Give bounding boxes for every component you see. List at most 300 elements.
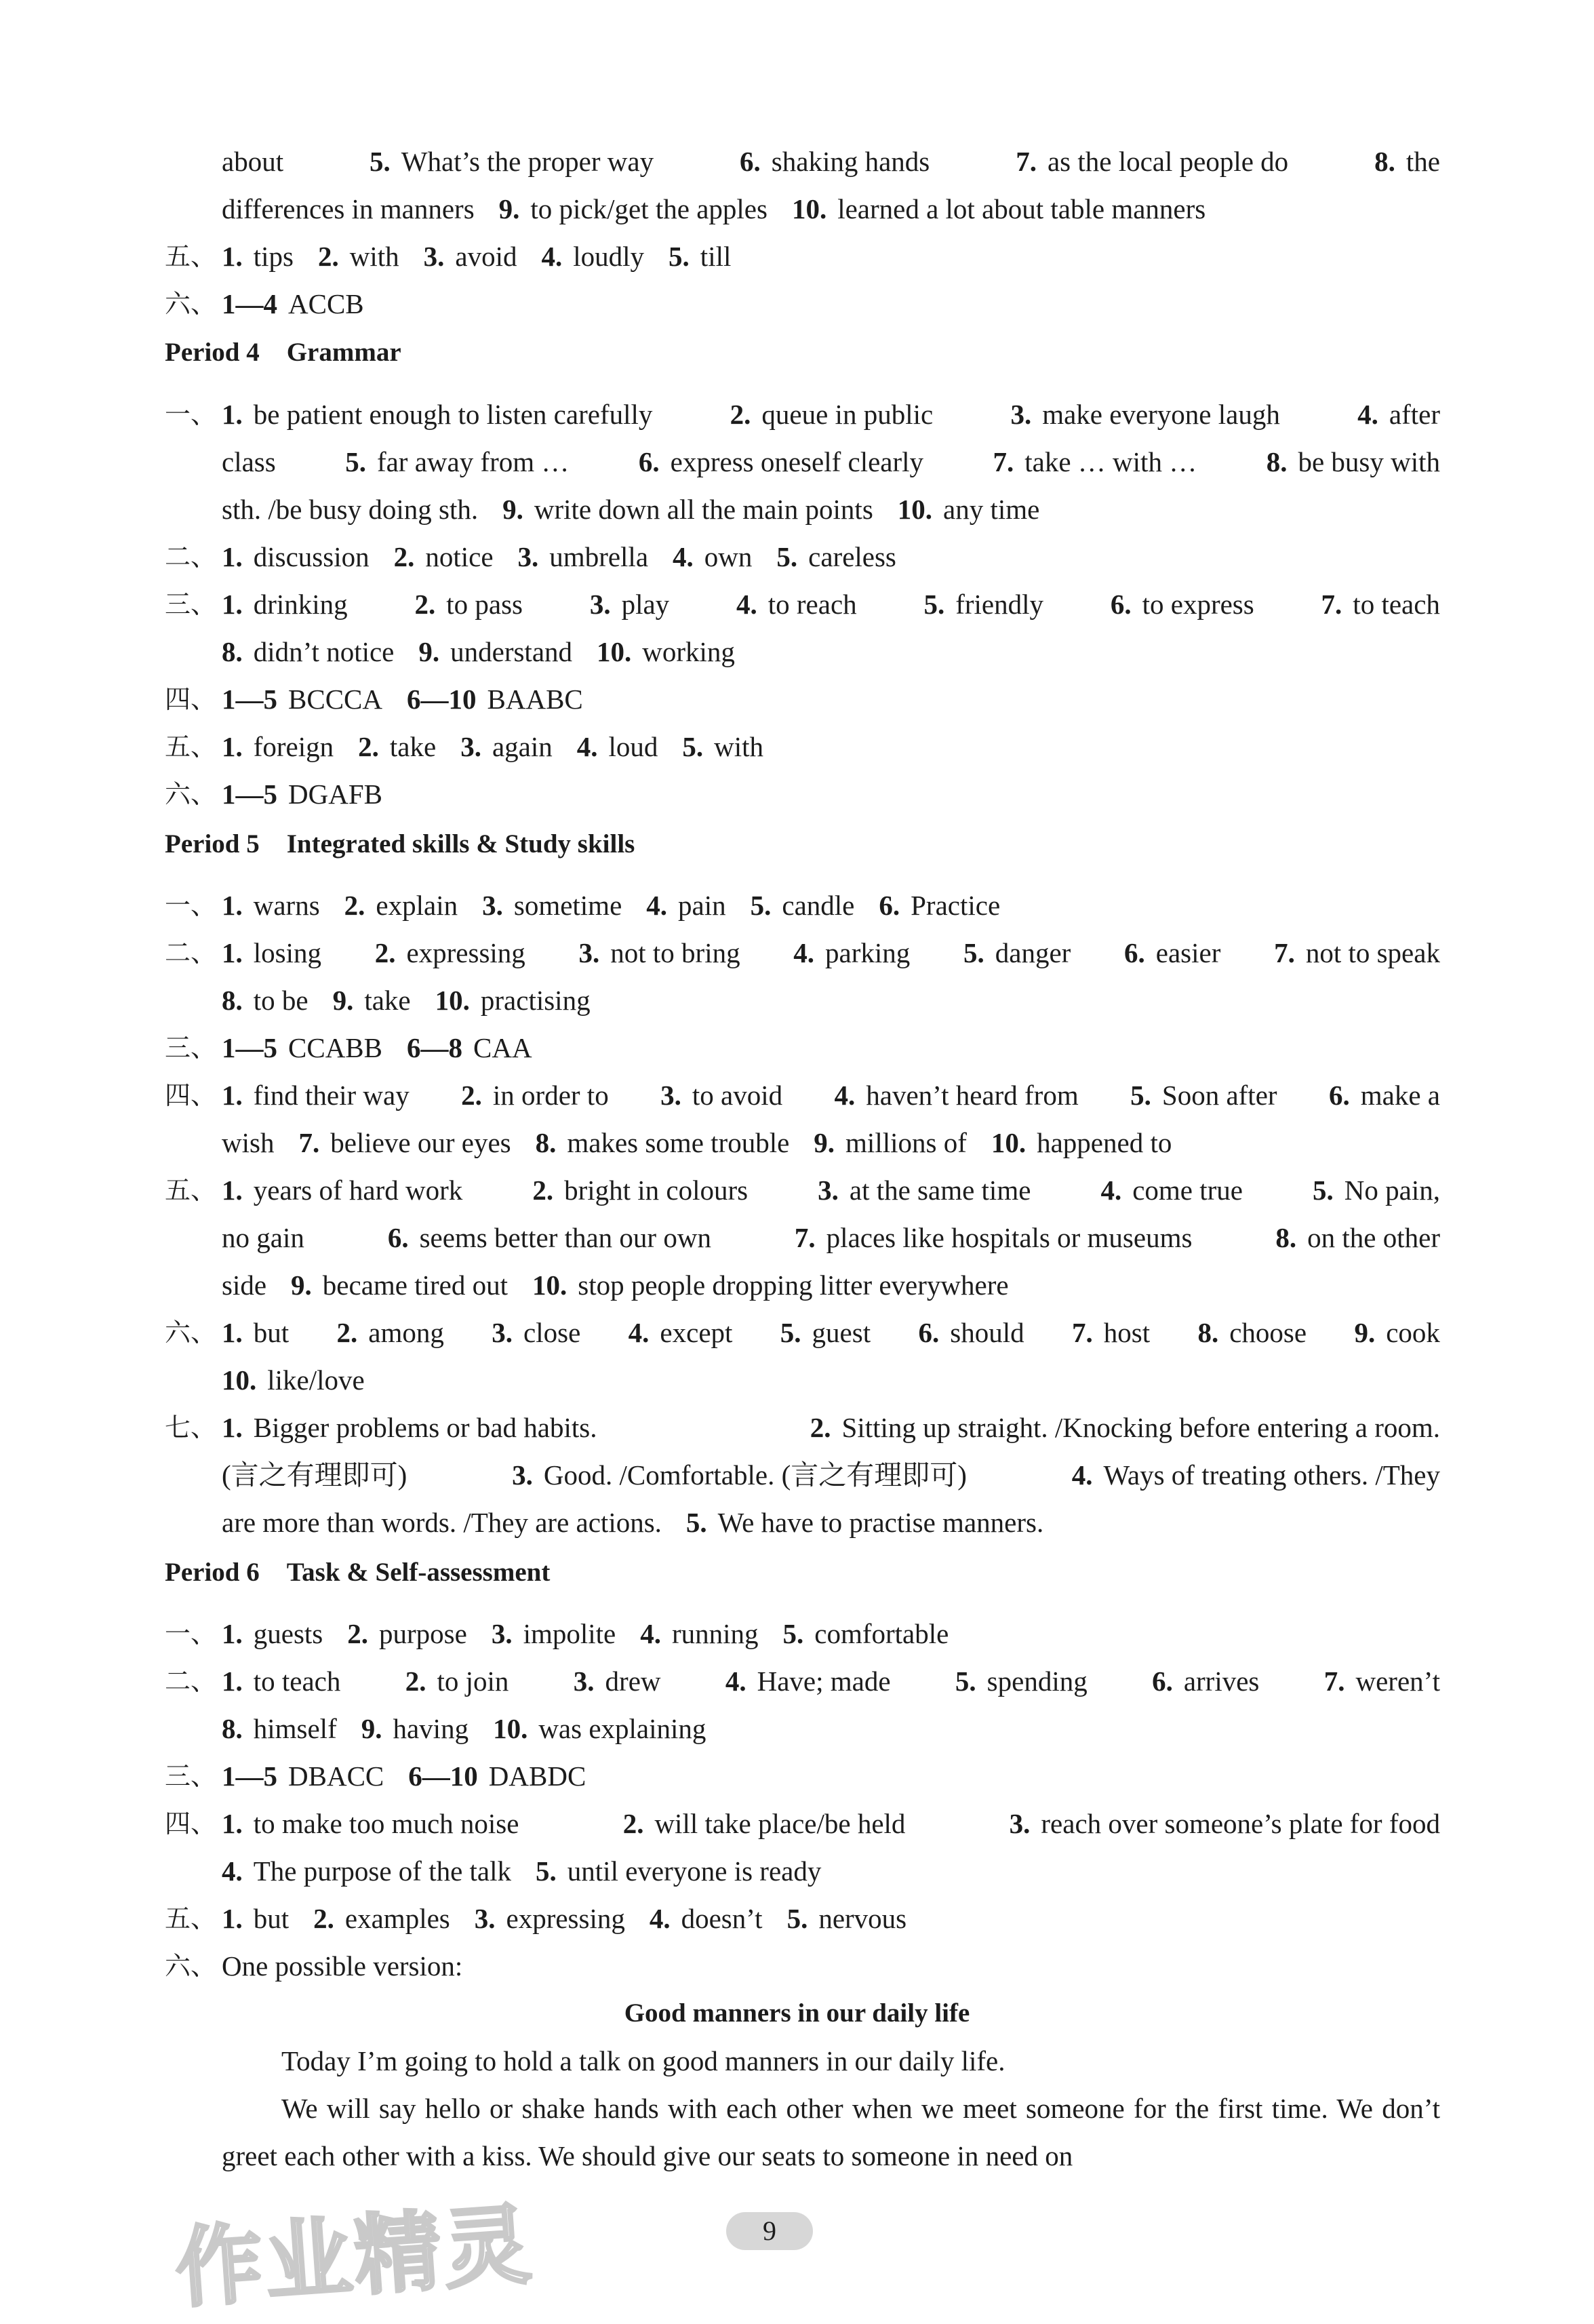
item-text: until everyone is ready xyxy=(567,1855,822,1887)
answer-item xyxy=(361,1708,469,1749)
section-label: 七、 xyxy=(165,1413,217,1442)
answer-content xyxy=(222,584,1440,625)
item-text: doesn’t xyxy=(681,1903,763,1934)
watermark-logo: 作业精灵 xyxy=(172,2194,537,2321)
answer-item xyxy=(1324,1661,1440,1701)
item-text: cook xyxy=(1386,1317,1440,1348)
item-text: not to speak xyxy=(1305,937,1440,968)
item-text: find their way xyxy=(253,1080,410,1111)
answer-content xyxy=(222,726,1440,767)
item-text: What’s the proper way xyxy=(401,146,654,177)
item-number: 4. xyxy=(1071,1459,1093,1491)
section-label: 二、 xyxy=(165,1666,217,1696)
item-number: 1. xyxy=(222,1317,243,1348)
answer-item xyxy=(532,1265,1009,1305)
answer-item xyxy=(1130,1075,1277,1116)
answer-content xyxy=(222,1122,1440,1163)
answer-line xyxy=(0,1312,1594,1353)
item-text: take xyxy=(389,731,437,762)
item-text: till xyxy=(700,241,732,272)
answer-line xyxy=(0,1898,1594,1939)
item-number: 2. xyxy=(622,1808,644,1839)
item-number: 5. xyxy=(963,937,984,968)
answer-item xyxy=(810,1407,1440,1448)
answer-item xyxy=(222,774,382,814)
answer-content xyxy=(222,1170,1440,1210)
answer-line xyxy=(0,141,1594,182)
answer-item xyxy=(460,726,553,767)
answer-item xyxy=(408,1756,586,1796)
answer-item xyxy=(597,631,735,672)
item-number: 3. xyxy=(1009,1808,1031,1839)
answer-line xyxy=(0,1407,1594,1448)
item-number: 6. xyxy=(740,146,761,177)
item-number: 7. xyxy=(993,446,1014,477)
item-text: weren’t xyxy=(1355,1666,1440,1697)
item-text: himself xyxy=(253,1713,337,1744)
item-text: with xyxy=(714,731,764,762)
item-number: 3. xyxy=(491,1618,513,1649)
answer-line xyxy=(0,236,1594,277)
item-number: 4. xyxy=(649,1903,671,1934)
answer-content xyxy=(222,1661,1440,1701)
item-text: running xyxy=(671,1618,759,1649)
item-text: losing xyxy=(253,937,321,968)
answer-item xyxy=(776,536,896,577)
item-number: 8. xyxy=(1374,146,1395,177)
section-label: 六、 xyxy=(165,289,217,319)
item-text: to make too much noise xyxy=(253,1808,519,1839)
item-number: 7. xyxy=(1321,589,1342,620)
answer-item xyxy=(388,1217,711,1258)
item-text: DBACC xyxy=(288,1760,384,1792)
item-number: 8. xyxy=(222,636,243,667)
answer-item xyxy=(333,980,411,1021)
answer-item xyxy=(222,584,348,625)
item-text: CAA xyxy=(473,1032,532,1063)
essay-title: Good manners in our daily life xyxy=(624,1998,970,2028)
answer-line xyxy=(0,885,1594,926)
answer-item xyxy=(222,1661,340,1701)
answer-item xyxy=(370,141,654,182)
section-label: 一、 xyxy=(165,1619,217,1649)
answer-content xyxy=(222,1075,1440,1116)
item-text: expressing xyxy=(506,1903,625,1934)
item-text: millions of xyxy=(845,1127,967,1158)
item-text: about xyxy=(222,146,284,177)
item-number: 1. xyxy=(222,241,243,272)
item-text: foreign xyxy=(253,731,334,762)
item-number: 7. xyxy=(1071,1317,1093,1348)
item-number: 3. xyxy=(474,1903,496,1934)
answer-item xyxy=(955,1661,1088,1701)
item-number: 4. xyxy=(628,1317,650,1348)
answer-line xyxy=(0,536,1594,577)
answer-item xyxy=(298,1122,511,1163)
item-text: careless xyxy=(808,541,896,572)
item-number: 2. xyxy=(347,1618,368,1649)
section-label: 五、 xyxy=(165,1175,217,1205)
item-text: Practice xyxy=(911,890,1001,921)
section-label: 四、 xyxy=(165,1809,217,1838)
answer-item xyxy=(345,441,569,482)
answer-item xyxy=(222,1360,365,1400)
item-text: DGAFB xyxy=(288,779,382,810)
answer-content xyxy=(222,1756,1440,1796)
item-text: stop people dropping litter everywhere xyxy=(578,1269,1009,1301)
answer-item xyxy=(1354,1312,1439,1353)
answer-item xyxy=(222,489,478,530)
item-text: avoid xyxy=(455,241,517,272)
item-text: bright in colours xyxy=(564,1175,749,1206)
answer-item xyxy=(993,441,1197,482)
item-text: places like hospitals or museums xyxy=(826,1222,1193,1253)
item-text: practising xyxy=(480,985,591,1016)
item-text: but xyxy=(253,1903,290,1934)
item-text: Soon after xyxy=(1161,1080,1277,1111)
item-text: sth. /be busy doing sth. xyxy=(222,494,479,525)
answer-line xyxy=(0,1708,1594,1749)
item-number: 3. xyxy=(573,1666,595,1697)
answer-item xyxy=(783,1613,949,1654)
answer-item xyxy=(650,1898,763,1939)
item-text: guests xyxy=(253,1618,323,1649)
answer-content xyxy=(222,1265,1440,1305)
item-number: 4. xyxy=(673,541,694,572)
item-text: haven’t heard from xyxy=(866,1080,1079,1111)
item-number: 6. xyxy=(1328,1080,1350,1111)
item-number: 1—5 xyxy=(222,779,277,810)
item-text: will take place/be held xyxy=(654,1808,906,1839)
section-label: 五、 xyxy=(165,241,217,271)
item-number: 4. xyxy=(736,589,757,620)
answer-content xyxy=(222,1217,1440,1258)
item-text: Sitting up straight. /Knocking before entering a room. xyxy=(841,1412,1440,1443)
answer-line xyxy=(0,1217,1594,1258)
item-text: BCCCA xyxy=(288,684,382,715)
item-text: on the other xyxy=(1307,1222,1440,1253)
item-number: 5. xyxy=(786,1903,808,1934)
item-text: became tired out xyxy=(322,1269,509,1301)
answer-item xyxy=(963,932,1071,973)
answer-item xyxy=(1124,932,1220,973)
item-text: reach over someone’s plate for food xyxy=(1041,1808,1440,1839)
answer-item xyxy=(222,1170,462,1210)
item-number: 3. xyxy=(660,1080,681,1111)
item-text: spending xyxy=(987,1666,1088,1697)
answer-item xyxy=(222,1898,289,1939)
item-number: 1. xyxy=(222,1666,243,1697)
item-number: 8. xyxy=(1197,1317,1219,1348)
item-text: be busy with xyxy=(1298,446,1440,477)
item-number: 3. xyxy=(482,890,503,921)
item-text: comfortable xyxy=(814,1618,949,1649)
answer-item xyxy=(222,1756,384,1796)
item-number: 6. xyxy=(1110,589,1132,620)
answer-item xyxy=(222,1312,289,1353)
item-number: 5. xyxy=(780,1317,801,1348)
item-number: 9. xyxy=(291,1269,312,1301)
answer-content xyxy=(222,536,1440,577)
answer-item xyxy=(222,1407,597,1448)
item-text: to join xyxy=(437,1666,509,1697)
item-number: 6. xyxy=(1152,1666,1173,1697)
item-number: 3. xyxy=(578,937,600,968)
item-text: warns xyxy=(253,890,320,921)
answer-line xyxy=(0,1455,1594,1495)
item-number: 1. xyxy=(222,1903,243,1934)
item-number: 3. xyxy=(1010,399,1032,430)
answer-item xyxy=(918,1312,1024,1353)
item-text: umbrella xyxy=(549,541,649,572)
item-text: side xyxy=(222,1269,267,1301)
item-number: 6. xyxy=(1124,937,1145,968)
item-number: 1. xyxy=(222,1618,243,1649)
answer-line xyxy=(0,726,1594,767)
section-label: 二、 xyxy=(165,938,217,968)
item-number: 3. xyxy=(589,589,611,620)
item-number: 4. xyxy=(222,1855,243,1887)
item-text: choose xyxy=(1229,1317,1307,1348)
item-text: in order to xyxy=(492,1080,609,1111)
section-label: 四、 xyxy=(165,1080,217,1110)
section-label: 三、 xyxy=(165,589,217,619)
item-text: after xyxy=(1389,399,1440,430)
item-text: The purpose of the talk xyxy=(253,1855,512,1887)
answer-item xyxy=(222,536,370,577)
item-text: to be xyxy=(253,985,308,1016)
answer-item xyxy=(407,1027,532,1068)
answer-item xyxy=(222,1455,407,1495)
item-number: 9. xyxy=(502,494,523,525)
answer-content xyxy=(222,189,1440,229)
answer-item xyxy=(493,1708,706,1749)
item-number: 9. xyxy=(418,636,440,667)
answer-item xyxy=(682,726,763,767)
item-text: queue in public xyxy=(761,399,934,430)
answer-content xyxy=(222,1708,1440,1749)
answer-item xyxy=(222,679,382,720)
answer-line xyxy=(0,584,1594,625)
answer-item xyxy=(222,1851,511,1891)
item-number: 9. xyxy=(332,985,354,1016)
item-number: 10. xyxy=(532,1269,567,1301)
answer-item xyxy=(337,1312,444,1353)
answer-item xyxy=(1267,441,1440,482)
item-text: to teach xyxy=(1353,589,1440,620)
answer-item xyxy=(222,1217,304,1258)
answer-item xyxy=(780,1312,871,1353)
item-number: 2. xyxy=(318,241,339,272)
answer-item xyxy=(1313,1170,1440,1210)
item-number: 2. xyxy=(405,1666,426,1697)
item-text: BAABC xyxy=(487,684,583,715)
answer-item xyxy=(1010,394,1279,435)
period-label: Period 5 xyxy=(165,829,260,859)
answer-item xyxy=(1152,1661,1259,1701)
answer-item xyxy=(499,189,768,229)
item-text: candle xyxy=(782,890,855,921)
item-number: 7. xyxy=(1016,146,1037,177)
item-number: 7. xyxy=(1323,1666,1345,1697)
item-text: take xyxy=(364,985,411,1016)
answer-item xyxy=(686,1502,1043,1543)
item-number: 4. xyxy=(834,1080,856,1111)
answer-item xyxy=(787,1898,907,1939)
answer-line xyxy=(0,1122,1594,1163)
item-text: close xyxy=(523,1317,581,1348)
answer-content xyxy=(222,679,1440,720)
item-text: should xyxy=(950,1317,1024,1348)
answer-line xyxy=(0,932,1594,973)
item-number: 10. xyxy=(791,193,827,224)
answer-item xyxy=(407,679,583,720)
answer-item xyxy=(646,885,725,926)
section-label: 六、 xyxy=(165,779,217,809)
item-number: 5. xyxy=(685,1507,707,1538)
answer-item xyxy=(673,536,752,577)
item-number: 2. xyxy=(313,1903,334,1934)
answer-item xyxy=(725,1661,891,1701)
item-number: 4. xyxy=(1100,1175,1122,1206)
item-text: play xyxy=(621,589,670,620)
answer-item xyxy=(793,932,910,973)
answer-item xyxy=(222,932,321,973)
answer-item xyxy=(222,1265,266,1305)
answer-item xyxy=(1374,141,1440,182)
answer-item xyxy=(347,1613,467,1654)
item-number: 1. xyxy=(222,1175,243,1206)
item-text: write down all the main points xyxy=(534,494,873,525)
item-text: as the local people do xyxy=(1047,146,1289,177)
item-text: make a xyxy=(1360,1080,1440,1111)
answer-item xyxy=(835,1075,1079,1116)
answer-item xyxy=(536,1851,821,1891)
answer-item xyxy=(424,236,517,277)
item-number: 1. xyxy=(222,937,243,968)
item-number: 3. xyxy=(517,541,539,572)
item-number: 4. xyxy=(725,1666,746,1697)
answer-item xyxy=(1197,1312,1307,1353)
answer-item xyxy=(623,1803,906,1844)
section-label: 三、 xyxy=(165,1761,217,1791)
item-text: to teach xyxy=(253,1666,341,1697)
answer-item xyxy=(222,1613,323,1654)
item-text: the xyxy=(1406,146,1440,177)
answer-line xyxy=(0,1027,1594,1068)
answer-line xyxy=(0,1170,1594,1210)
item-text: understand xyxy=(450,636,573,667)
item-text: shaking hands xyxy=(771,146,930,177)
item-number: 4. xyxy=(640,1618,661,1649)
item-number: 9. xyxy=(498,193,520,224)
answer-item xyxy=(222,1803,519,1844)
item-number: 1. xyxy=(222,890,243,921)
item-text: examples xyxy=(344,1903,450,1934)
item-text: No pain, xyxy=(1344,1175,1440,1206)
item-number: 2. xyxy=(374,937,396,968)
item-number: 8. xyxy=(222,1713,243,1744)
section-label: 二、 xyxy=(165,542,217,572)
item-text: having xyxy=(393,1713,469,1744)
item-number: 6—8 xyxy=(407,1032,462,1063)
item-number: 5. xyxy=(669,241,690,272)
answer-item xyxy=(415,584,523,625)
item-number: 2. xyxy=(344,890,365,921)
answer-line xyxy=(0,1360,1594,1400)
item-text: express oneself clearly xyxy=(670,446,924,477)
answer-item xyxy=(222,283,364,324)
answer-item xyxy=(1321,584,1440,625)
item-number: 6—10 xyxy=(407,684,477,715)
item-text: (言之有理即可) xyxy=(222,1459,407,1491)
item-number: 1. xyxy=(222,399,243,430)
item-text: like/love xyxy=(267,1364,365,1396)
item-number: 1. xyxy=(222,731,243,762)
item-number: 9. xyxy=(361,1713,382,1744)
answer-item xyxy=(344,885,458,926)
answer-item xyxy=(518,536,648,577)
answer-item xyxy=(1072,1455,1440,1495)
answer-item xyxy=(502,489,873,530)
item-text: with xyxy=(349,241,399,272)
answer-content xyxy=(222,394,1440,435)
answer-line xyxy=(0,1946,1594,1986)
answer-content xyxy=(222,1502,1440,1543)
answer-item xyxy=(461,1075,609,1116)
answer-item xyxy=(222,885,320,926)
answer-content xyxy=(222,885,1440,926)
item-number: 5. xyxy=(682,731,704,762)
item-number: 10. xyxy=(597,636,632,667)
answer-line xyxy=(0,774,1594,814)
item-number: 5. xyxy=(782,1618,804,1649)
item-number: 5. xyxy=(370,146,391,177)
answer-item xyxy=(222,1708,337,1749)
item-text: class xyxy=(222,446,276,477)
item-text: friendly xyxy=(955,589,1044,620)
section-label: 一、 xyxy=(165,890,217,920)
item-number: 3. xyxy=(423,241,445,272)
item-text: impolite xyxy=(523,1618,616,1649)
item-number: 9. xyxy=(814,1127,835,1158)
item-number: 2. xyxy=(393,541,415,572)
answer-content xyxy=(222,774,1440,814)
item-number: 2. xyxy=(358,731,379,762)
section-label: 三、 xyxy=(165,1033,217,1063)
answer-item xyxy=(222,141,283,182)
answer-item xyxy=(313,1898,450,1939)
answer-item xyxy=(435,980,591,1021)
answer-item xyxy=(222,631,394,672)
period-title: Task & Self-assessment xyxy=(286,1558,551,1587)
item-text: CCABB xyxy=(288,1032,382,1063)
item-text: own xyxy=(704,541,753,572)
answer-content xyxy=(222,631,1440,672)
answer-content xyxy=(222,141,1440,182)
answer-item xyxy=(574,1661,661,1701)
answer-item xyxy=(222,1502,662,1543)
item-text: to reach xyxy=(768,589,857,620)
answer-item xyxy=(222,726,334,767)
item-number: 4. xyxy=(793,937,815,968)
answer-item xyxy=(751,885,855,926)
answer-line xyxy=(0,1756,1594,1796)
answer-item xyxy=(405,1661,509,1701)
answer-item xyxy=(1016,141,1288,182)
item-number: 5. xyxy=(955,1666,976,1697)
answer-item xyxy=(418,631,572,672)
